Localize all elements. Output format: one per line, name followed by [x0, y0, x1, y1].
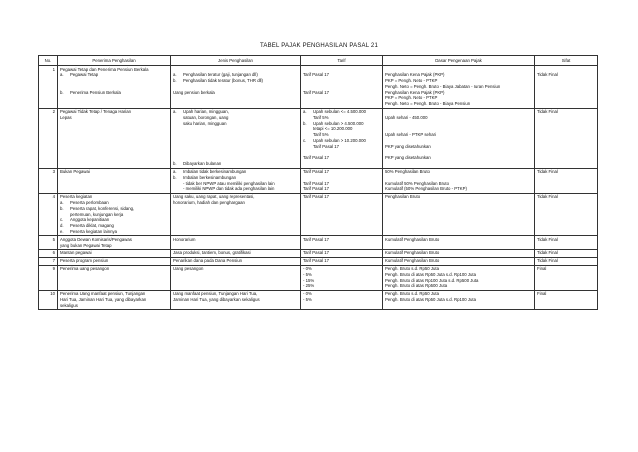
cell-tarif	[301, 168, 383, 193]
row-no: 1	[39, 66, 58, 109]
cell-jenis	[171, 236, 301, 250]
row-no: 4	[39, 193, 58, 236]
cell-tarif	[301, 265, 383, 290]
cell-text: saku harian, mingguan	[183, 120, 227, 126]
cell-text: Peserta rapat, konferensi, sidang,	[70, 205, 135, 211]
cell-text: Tarif Pasal 17	[303, 72, 330, 78]
table-row	[39, 257, 598, 265]
cell-text: Peserta perlombaan	[70, 200, 109, 206]
cell-text: Tidak Final	[537, 169, 558, 175]
cell-text: Tarif Pasal 17	[303, 186, 330, 192]
table-row	[39, 193, 598, 236]
header-sifat: Sifat	[535, 56, 598, 66]
cell-text: Pegawai Tetap	[70, 72, 99, 78]
cell-text: Peserta kegiatan	[60, 194, 93, 200]
cell-text: Tarif Pasal 17	[303, 236, 330, 242]
cell-text: - tidak ber NPWP atau memiliki penghasilan lain	[183, 180, 275, 186]
cell-text: Penerima Uang manfaat pensiun, Tunjangan	[60, 291, 146, 297]
cell-text: satuan, borongan, uang	[183, 114, 229, 120]
cell-text: - memiliki NPWP dan tidak ada penghasilan lain	[183, 186, 275, 192]
cell-sifat	[535, 249, 598, 257]
cell-text: Pengh. Bruto di atas Rp50 Juta s.d. Rp100 Juta	[385, 296, 477, 302]
cell-dasar	[383, 249, 535, 257]
cell-text: Kumulatif 50% Penghasilan Bruto	[385, 180, 450, 186]
header-jenis: Jenis Penghasilan	[171, 56, 301, 66]
cell-text: tetapi <= 10.200.000	[313, 126, 353, 132]
row-no: 7	[39, 257, 58, 265]
cell-dasar	[383, 236, 535, 250]
cell-text: Anggota Dewan Komisaris/Pengawas	[60, 236, 132, 242]
cell-penerima	[58, 108, 171, 168]
cell-text: Tidak Final	[537, 258, 558, 264]
cell-sifat	[535, 108, 598, 168]
cell-text: Peserta kegiatan lainnya	[70, 229, 118, 235]
cell-jenis	[171, 168, 301, 193]
cell-marker: a.	[60, 200, 64, 206]
cell-text: Tidak Final	[537, 72, 558, 78]
row-no: 6	[39, 249, 58, 257]
cell-text: Tarif 5%	[313, 132, 329, 138]
cell-text: Kumulatif Penghasilan Bruto	[385, 250, 440, 256]
cell-jenis	[171, 290, 301, 309]
table-row	[39, 168, 598, 193]
cell-tarif	[301, 290, 383, 309]
cell-text: PKP = Pengh. Neto - PTKP	[385, 95, 438, 101]
cell-text: Tarif Pasal 17	[303, 194, 330, 200]
cell-marker: a.	[173, 109, 177, 115]
cell-text: Imbalan tidak berkesinambungan	[183, 169, 247, 175]
table-row	[39, 290, 598, 309]
cell-dasar	[383, 66, 535, 109]
row-no: 10	[39, 290, 58, 309]
cell-text: Tidak Final	[537, 250, 558, 256]
cell-penerima	[58, 265, 171, 290]
cell-text: Hari Tua, Jaminan Hari Tua, yang dibayarkan	[60, 296, 147, 302]
cell-jenis	[171, 193, 301, 236]
cell-text: Pengh. Bruto di atas Rp50 Juta s.d. Rp100 Juta	[385, 271, 477, 277]
cell-text: Penghasilan Bruto	[385, 194, 421, 200]
cell-sifat	[535, 168, 598, 193]
cell-text: - 25%	[303, 283, 315, 289]
cell-text: Penerima Pensiun Berkala	[70, 89, 121, 95]
cell-jenis	[171, 249, 301, 257]
table-row	[39, 265, 598, 290]
cell-text: Uang pesangon	[173, 266, 204, 271]
cell-marker: a.	[173, 169, 177, 175]
cell-penerima	[58, 257, 171, 265]
cell-text: Jaminan Hari Tua, yang dibayarkan sekaligus	[173, 296, 260, 302]
cell-text: Pengh. Bruto s.d. Rp50 Juta	[385, 291, 439, 297]
cell-marker: c.	[303, 138, 307, 144]
cell-text: Tarif 5%	[313, 114, 329, 120]
cell-text: Peserta program pensiun	[60, 258, 109, 264]
cell-tarif	[301, 236, 383, 250]
table-row	[39, 236, 598, 250]
cell-text: sekaligus	[60, 302, 78, 308]
cell-text: Bukan Pegawai	[60, 169, 90, 175]
cell-text: Final	[537, 291, 547, 297]
cell-marker: b.	[303, 120, 307, 126]
cell-marker: b.	[60, 89, 64, 95]
cell-marker: a.	[173, 72, 177, 78]
cell-text: Upah sehari - 450.000	[385, 114, 428, 120]
cell-tarif	[301, 257, 383, 265]
cell-text: Uang saku, uang rapat, uang representasi,	[173, 194, 255, 200]
cell-text: Anggota kepanitiaan	[70, 217, 110, 223]
cell-text: Penghasilan Kena Pajak (PKP)	[385, 72, 445, 78]
cell-text: - 0%	[303, 291, 312, 297]
cell-marker: c.	[60, 217, 64, 223]
cell-text: Jasa produksi, tantiem, bonus, gratifikasi	[173, 250, 251, 256]
cell-penerima	[58, 290, 171, 309]
cell-text: PKP = Pengh. Neto - PTKP	[385, 78, 438, 84]
cell-text: Upah harian, mingguan,	[183, 109, 229, 115]
cell-text: Pengh. Neto = Pengh. Bruto - Biaya Jabatan - Iuran Pensiun	[385, 83, 501, 89]
cell-sifat	[535, 66, 598, 109]
cell-text: Tarif Pasal 17	[303, 155, 330, 161]
cell-text: Mantan pegawai	[60, 250, 92, 256]
cell-dasar	[383, 257, 535, 265]
cell-marker: a.	[60, 72, 64, 78]
cell-marker: b.	[60, 205, 64, 211]
cell-text: Tarif Pasal 17	[313, 143, 340, 149]
cell-tarif	[301, 108, 383, 168]
cell-text: Peserta diklat, magang	[70, 223, 114, 229]
cell-text: PKP yang disetahunkan	[385, 143, 431, 149]
cell-text: Pengh. Neto = Pengh. Bruto - Biaya Pensiun	[385, 101, 471, 107]
cell-penerima	[58, 168, 171, 193]
cell-text: Dibayarkan bulanan	[183, 161, 222, 167]
cell-marker: a.	[303, 109, 307, 115]
cell-sifat	[535, 193, 598, 236]
cell-text: Tidak Final	[537, 109, 558, 115]
cell-penerima	[58, 193, 171, 236]
table-header-row	[39, 56, 598, 66]
table-row	[39, 66, 598, 109]
header-dasar: Dasar Pengenaan Pajak	[383, 56, 535, 66]
cell-text: PKP yang disetahunkan	[385, 155, 431, 161]
cell-tarif	[301, 66, 383, 109]
cell-text: Pegawai Tetap dan Penerima Pensiun Berkala	[60, 66, 149, 72]
cell-dasar	[383, 265, 535, 290]
cell-text: Tarif Pasal 17	[303, 250, 330, 256]
cell-text: Penghasilan Kena Pajak (PKP)	[385, 89, 445, 95]
cell-text: Tidak Final	[537, 236, 558, 242]
cell-text: Uang manfaat pensiun, Tunjangan Hari Tua,	[173, 291, 258, 297]
page-title: TABEL PAJAK PENGHASILAN PASAL 21	[259, 43, 378, 49]
row-no: 2	[39, 108, 58, 168]
cell-jenis	[171, 108, 301, 168]
cell-penerima	[58, 236, 171, 250]
cell-dasar	[383, 168, 535, 193]
cell-marker: e.	[60, 229, 64, 235]
header-no: No.	[39, 56, 58, 66]
cell-text: Pengh. Bruto di atas Rp500 Juta	[385, 283, 448, 289]
cell-jenis	[171, 257, 301, 265]
row-no: 5	[39, 236, 58, 250]
cell-text: pertemuan, kunjungan kerja	[70, 211, 124, 217]
cell-marker: b.	[173, 78, 177, 84]
cell-sifat	[535, 265, 598, 290]
cell-tarif	[301, 249, 383, 257]
cell-text: Tarif Pasal 17	[303, 169, 330, 175]
cell-jenis	[171, 66, 301, 109]
cell-text: Penerima uang pesangon	[60, 266, 110, 271]
cell-marker: b.	[173, 174, 177, 180]
cell-dasar	[383, 193, 535, 236]
cell-text: - 5%	[303, 271, 312, 277]
cell-sifat	[535, 257, 598, 265]
cell-marker: d.	[60, 223, 64, 229]
cell-dasar	[383, 108, 535, 168]
cell-text: Kumulatif (50% Penghasilan Bruto - PTKP)	[385, 186, 467, 192]
cell-text: Upah sebulan > 4.500.000	[313, 120, 364, 126]
cell-text: Upah sebulan <= 4.500.000	[313, 109, 367, 115]
row-no: 9	[39, 265, 58, 290]
cell-text: Final	[537, 266, 547, 271]
table-row	[39, 249, 598, 257]
cell-text: Pengh. Bruto di atas Rp100 Juta s.d. Rp500 Juta	[385, 277, 479, 283]
table-row	[39, 108, 598, 168]
cell-text: - 0%	[303, 266, 312, 271]
cell-sifat	[535, 236, 598, 250]
cell-text: Penghasilan tidak teratur (bonus, THR dll)	[183, 78, 263, 84]
cell-dasar	[383, 290, 535, 309]
cell-text: - 15%	[303, 277, 315, 283]
cell-text: Imbalan berkesinambungan	[183, 174, 237, 180]
cell-text: yang bukan Pegawai Tetap	[60, 242, 112, 248]
cell-text: Uang pensiun berkala	[173, 89, 215, 95]
cell-text: Pegawai Tidak Tetap / Tenaga Harian	[60, 109, 132, 115]
cell-text: Kumulatif Penghasilan Bruto	[385, 258, 440, 264]
cell-text: Tarif Pasal 17	[303, 180, 330, 186]
cell-text: Upah sebulan > 10.200.000	[313, 138, 366, 144]
header-penerima: Penerima Penghasilan	[58, 56, 171, 66]
cell-penerima	[58, 249, 171, 257]
cell-text: honorarium, hadiah dan penghargaan	[173, 200, 245, 206]
cell-text: Tarif Pasal 17	[303, 89, 330, 95]
cell-text: Pengh. Bruto s.d. Rp50 Juta	[385, 266, 439, 271]
cell-text: Tidak Final	[537, 194, 558, 200]
cell-text: Lepas	[60, 114, 72, 120]
cell-penerima	[58, 66, 171, 109]
cell-text: Penarikan dana pada Dana Pensiun	[173, 258, 243, 264]
cell-text: Kumulatif Penghasilan Bruto	[385, 236, 440, 242]
cell-text: Penghasilan teratur (gaji, tunjangan dll)	[183, 72, 258, 78]
cell-text: Honorarium	[173, 236, 196, 242]
cell-text: Upah sehari - PTKP sehari	[385, 132, 437, 138]
row-no: 3	[39, 168, 58, 193]
header-tarif: Tarif	[301, 56, 383, 66]
cell-marker: b.	[173, 161, 177, 167]
cell-text: - 5%	[303, 296, 312, 302]
tax-table	[38, 55, 598, 310]
cell-text: Tarif Pasal 17	[303, 258, 330, 264]
cell-sifat	[535, 290, 598, 309]
cell-tarif	[301, 193, 383, 236]
cell-jenis	[171, 265, 301, 290]
cell-text: 50% Penghasilan Bruto	[385, 169, 430, 175]
